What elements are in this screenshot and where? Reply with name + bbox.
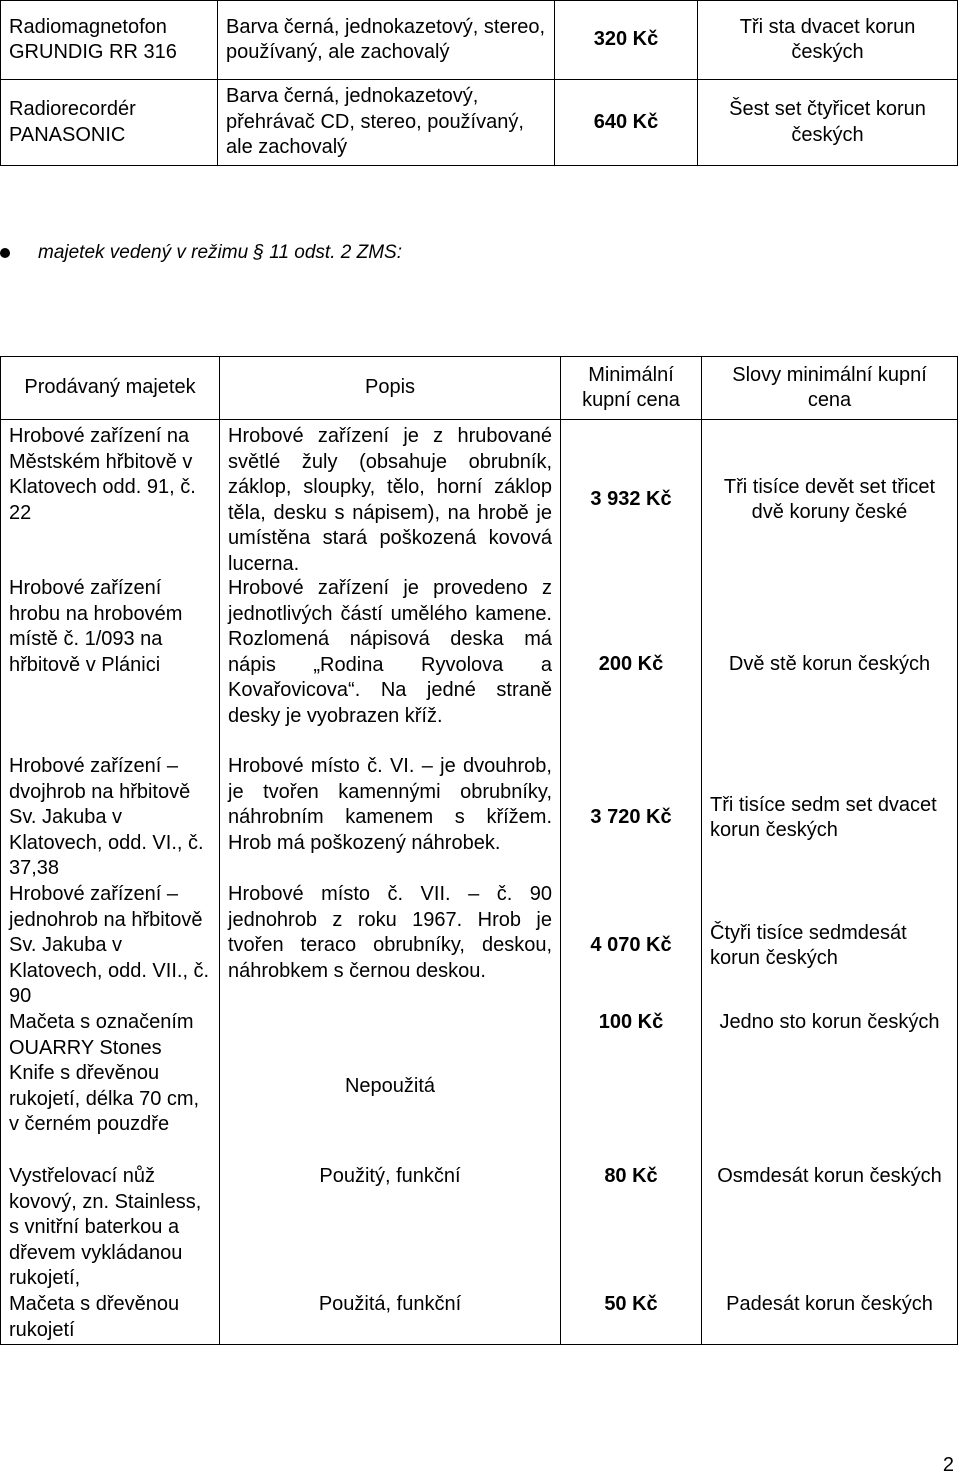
list-item: Mačeta s dřevěnou rukojetí — [9, 1293, 180, 1341]
header-row — [1, 357, 958, 420]
column-header: Prodávaný majetek — [1, 357, 220, 420]
column-header: Popis — [220, 357, 561, 420]
section-heading-text: majetek vedený v režimu § 11 odst. 2 ZMS: — [38, 242, 402, 263]
list-item: 80 Kč — [604, 1165, 658, 1187]
list-item: Použitý, funkční — [319, 1165, 461, 1187]
page-number: 2 — [942, 1454, 954, 1476]
column-header: Minimální kupní cena — [561, 357, 702, 420]
top-table — [0, 0, 958, 166]
list-item: Hrobové místo č. VI. – je dvouhrob, je tvořen kamennými obrubníky, náhrobním kamenem s křížem. Hrob má poškozený náhrobek. — [228, 755, 552, 854]
list-item: 3 932 Kč — [590, 488, 672, 511]
column-header: Slovy minimální kupní cena — [702, 357, 958, 420]
item-name: Radiomagnetofon GRUNDIG RR 316 — [1, 1, 218, 80]
list-item: Hrobové místo č. VII. – č. 90 jednohrob z roku 1967. Hrob je tvořen teraco obrubníky, deskou, náhrobkem s černou deskou. — [228, 883, 552, 982]
list-item: Hrobové zařízení je z hrubované světlé žuly (obsahuje obrubník, záklop, sloupky, tělo, horní záklop těla, desku s nápisem), na hrobě je umístěna stará poškozená kovová lucerna. — [228, 425, 552, 575]
table-row — [1, 420, 958, 1345]
list-item: Hrobové zařízení je provedeno z jednotlivých částí umělého kamene. Rozlomená nápisová deska má nápis „Rodina Ryvolova a Kovařovicova“. Na jedné straně desky je vyobrazen kříž. — [228, 577, 552, 727]
list-item: Nepoužitá — [344, 1075, 436, 1098]
list-item: 3 720 Kč — [590, 806, 672, 829]
main-table — [0, 356, 958, 1345]
items-column — [1, 420, 220, 1345]
item-name: Radiorecordér PANASONIC — [1, 80, 218, 166]
list-item: Tři tisíce sedm set dvacet korun českých — [710, 793, 937, 841]
section-heading — [38, 242, 402, 264]
words-column — [702, 420, 958, 1345]
item-price: 320 Kč — [555, 1, 698, 80]
list-item: Padesát korun českých — [726, 1293, 933, 1315]
list-item: 200 Kč — [598, 653, 664, 676]
list-item: 50 Kč — [604, 1293, 658, 1315]
table-row — [1, 1, 958, 80]
list-item: Hrobové zařízení hrobu na hrobovém místě č. 1/093 na hřbitově v Plánici — [9, 577, 183, 676]
list-item: Mačeta s označením OUARRY Stones Knife s dřevěnou rukojetí, délka 70 cm, v černém pouzdře — [9, 1011, 200, 1135]
list-item: Hrobové zařízení – dvojhrob na hřbitově Sv. Jakuba v Klatovech, odd. VI., č. 37,38 — [9, 755, 204, 879]
item-price-words: Tři sta dvacet korun českých — [698, 1, 958, 80]
item-price-words: Šest set čtyřicet korun českých — [698, 80, 958, 166]
item-price: 640 Kč — [555, 80, 698, 166]
section-sign: § — [253, 242, 270, 263]
list-item: Dvě stě korun českých — [728, 653, 931, 676]
list-item: 4 070 Kč — [590, 934, 672, 957]
prices-column — [561, 420, 702, 1345]
item-description: Barva černá, jednokazetový, přehrávač CD, stereo, používaný, ale zachovalý — [218, 80, 555, 166]
list-item: Jedno sto korun českých — [719, 1011, 940, 1033]
list-item: Osmdesát korun českých — [717, 1165, 942, 1187]
descriptions-column — [220, 420, 561, 1345]
item-description: Barva černá, jednokazetový, stereo, používaný, ale zachovalý — [218, 1, 555, 80]
list-item: Hrobové zařízení na Městském hřbitově v Klatovech odd. 91, č. 22 — [9, 425, 196, 524]
list-item: Vystřelovací nůž kovový, zn. Stainless, s vnitřní baterkou a dřevem vykládanou rukojetí, — [9, 1165, 202, 1289]
table-row — [1, 80, 958, 166]
list-item: 100 Kč — [598, 1011, 664, 1033]
list-item: Tři tisíce devět set třicet dvě koruny české — [723, 475, 936, 523]
list-item: Použitá, funkční — [318, 1293, 462, 1315]
bullet-icon — [0, 248, 10, 258]
list-item: Hrobové zařízení – jednohrob na hřbitově Sv. Jakuba v Klatovech, odd. VII., č. 90 — [9, 883, 210, 1007]
list-item: Čtyři tisíce sedmdesát korun českých — [710, 921, 907, 969]
